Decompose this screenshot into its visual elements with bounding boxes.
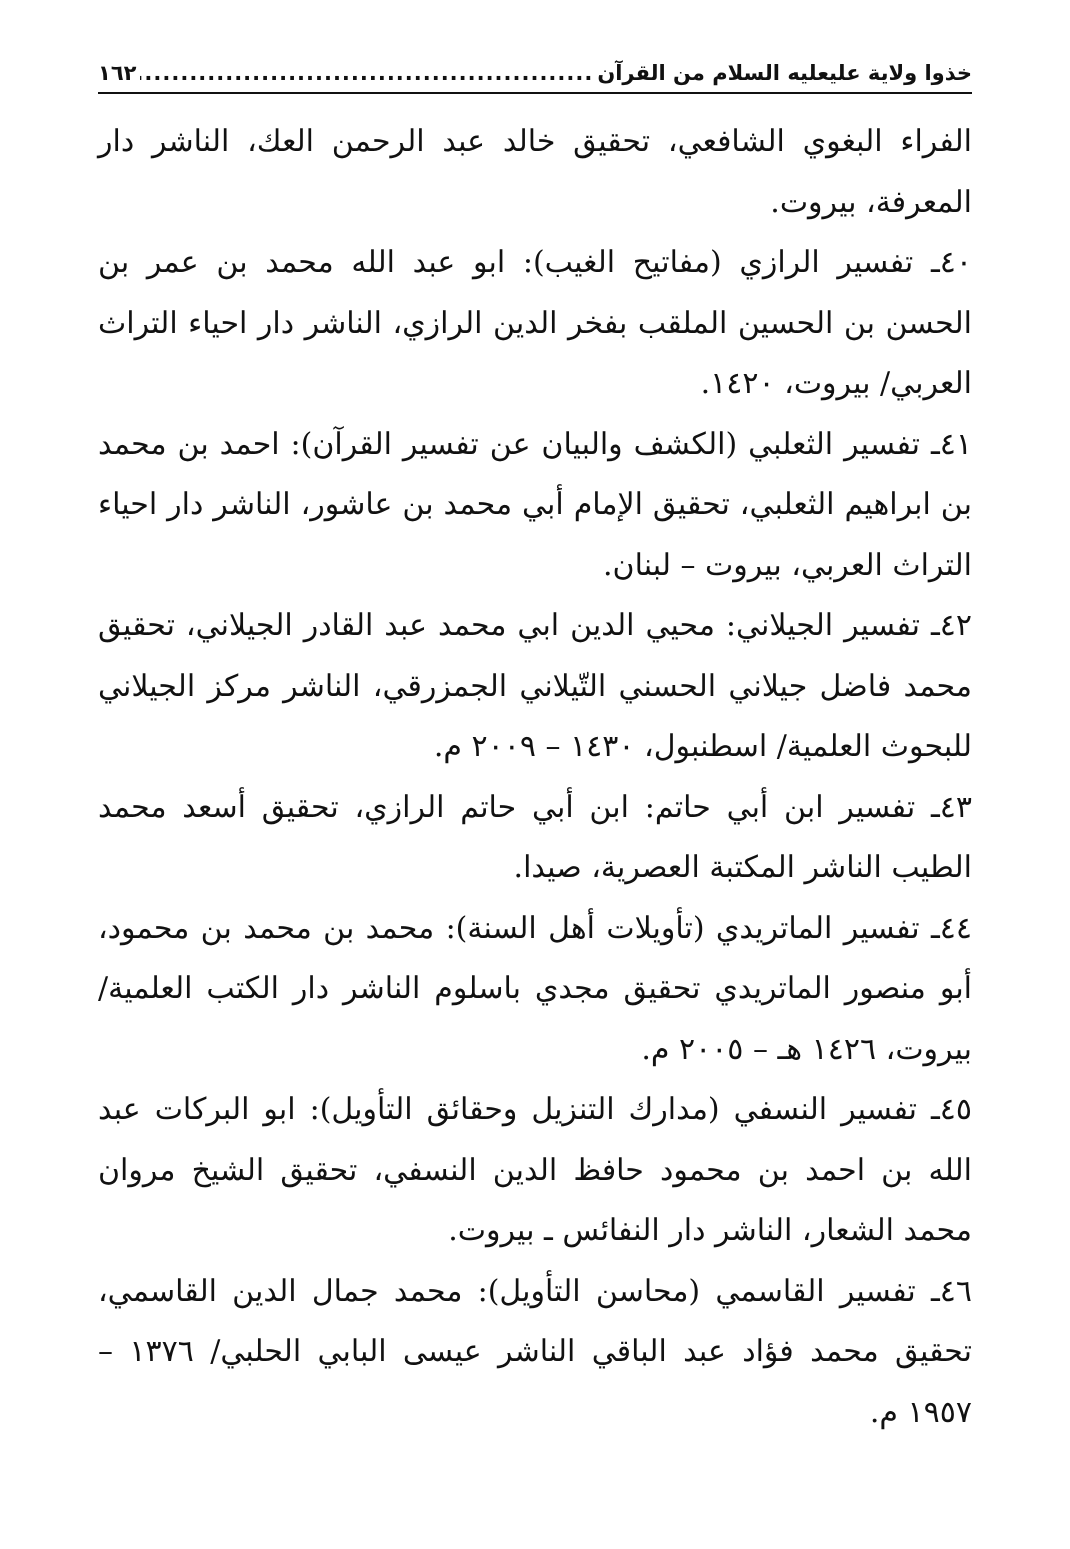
entry-number: ٤٤ـ: [930, 910, 972, 946]
entry-number: ٤٥ـ: [930, 1092, 972, 1127]
entry-text: تفسير الثعلبي (الكشف والبيان عن تفسير القرآن): احمد بن محمد بن ابراهيم الثعلبي، تحقيق الإمام أبي محمد بن عاشور، الناشر دار احياء التراث العربي، بيروت – لبنان.: [98, 426, 972, 583]
entry-text: تفسير النسفي (مدارك التنزيل وحقائق التأويل): ابو البركات عبد الله بن احمد بن محمود حافظ الدين النسفي، تحقيق الشيخ مروان محمد الشعار، الناشر دار النفائس ـ بيروت.: [98, 1092, 972, 1248]
bibliography-entry-40: [98, 233, 972, 415]
entry-number: ٤٣ـ: [930, 789, 972, 825]
bibliography-entry-42: [98, 596, 972, 778]
entry-number: ٤٢ـ: [930, 608, 972, 643]
entry-text: تفسير الماتريدي (تأويلات أهل السنة): محمد بن محمد بن محمود، أبو منصور الماتريدي تحقيق مجدي باسلوم الناشر دار الكتب العلمية/ بيروت، ١٤٢٦ هـ – ٢٠٠٥ م.: [98, 910, 972, 1067]
entry-text: تفسير القاسمي (محاسن التأويل): محمد جمال الدين القاسمي، تحقيق محمد فؤاد عبد الباقي الناشر عيسى البابي الحلبي/ ١٣٧٦ – ١٩٥٧ م.: [98, 1273, 972, 1430]
bibliography-list: [98, 112, 972, 1443]
running-header: [98, 44, 972, 84]
bibliography-entry-44: [98, 899, 972, 1081]
entry-text: تفسير الجيلاني: محيي الدين ابي محمد عبد القادر الجيلاني، تحقيق محمد فاضل جيلاني الحسني التّيلاني الجمزرقي، الناشر مركز الجيلاني للبحوث العلمية/ اسطنبول، ١٤٣٠ – ٢٠٠٩ م.: [98, 608, 972, 764]
book-title: خذوا ولاية عليعليه السلام من القرآن: [597, 61, 972, 85]
entry-text: تفسير ابن أبي حاتم: ابن أبي حاتم الرازي، تحقيق أسعد محمد الطيب الناشر المكتبة العصرية، صيدا.: [98, 789, 972, 885]
entry-text: تفسير الرازي (مفاتيح الغيب): ابو عبد الله محمد بن عمر بن الحسن بن الحسين الملقب بفخر الدين الرازي، الناشر دار احياء التراث العربي/ بيروت، ١٤٢٠.: [98, 245, 972, 401]
bibliography-entry-46: [98, 1262, 972, 1444]
bibliography-entry-43: [98, 778, 972, 899]
bibliography-entry-45: [98, 1080, 972, 1262]
header-rule: [98, 92, 972, 94]
continuation-paragraph: الفراء البغوي الشافعي، تحقيق خالد عبد الرحمن العك، الناشر دار المعرفة، بيروت.: [98, 124, 972, 220]
bibliography-entry-41: [98, 415, 972, 597]
entry-number: ٤٠ـ: [930, 245, 972, 280]
page-number: ١٦٢: [98, 61, 137, 85]
entry-number: ٤١ـ: [930, 426, 972, 462]
entry-number: ٤٦ـ: [930, 1273, 972, 1309]
header-leader-dots: [140, 63, 593, 84]
